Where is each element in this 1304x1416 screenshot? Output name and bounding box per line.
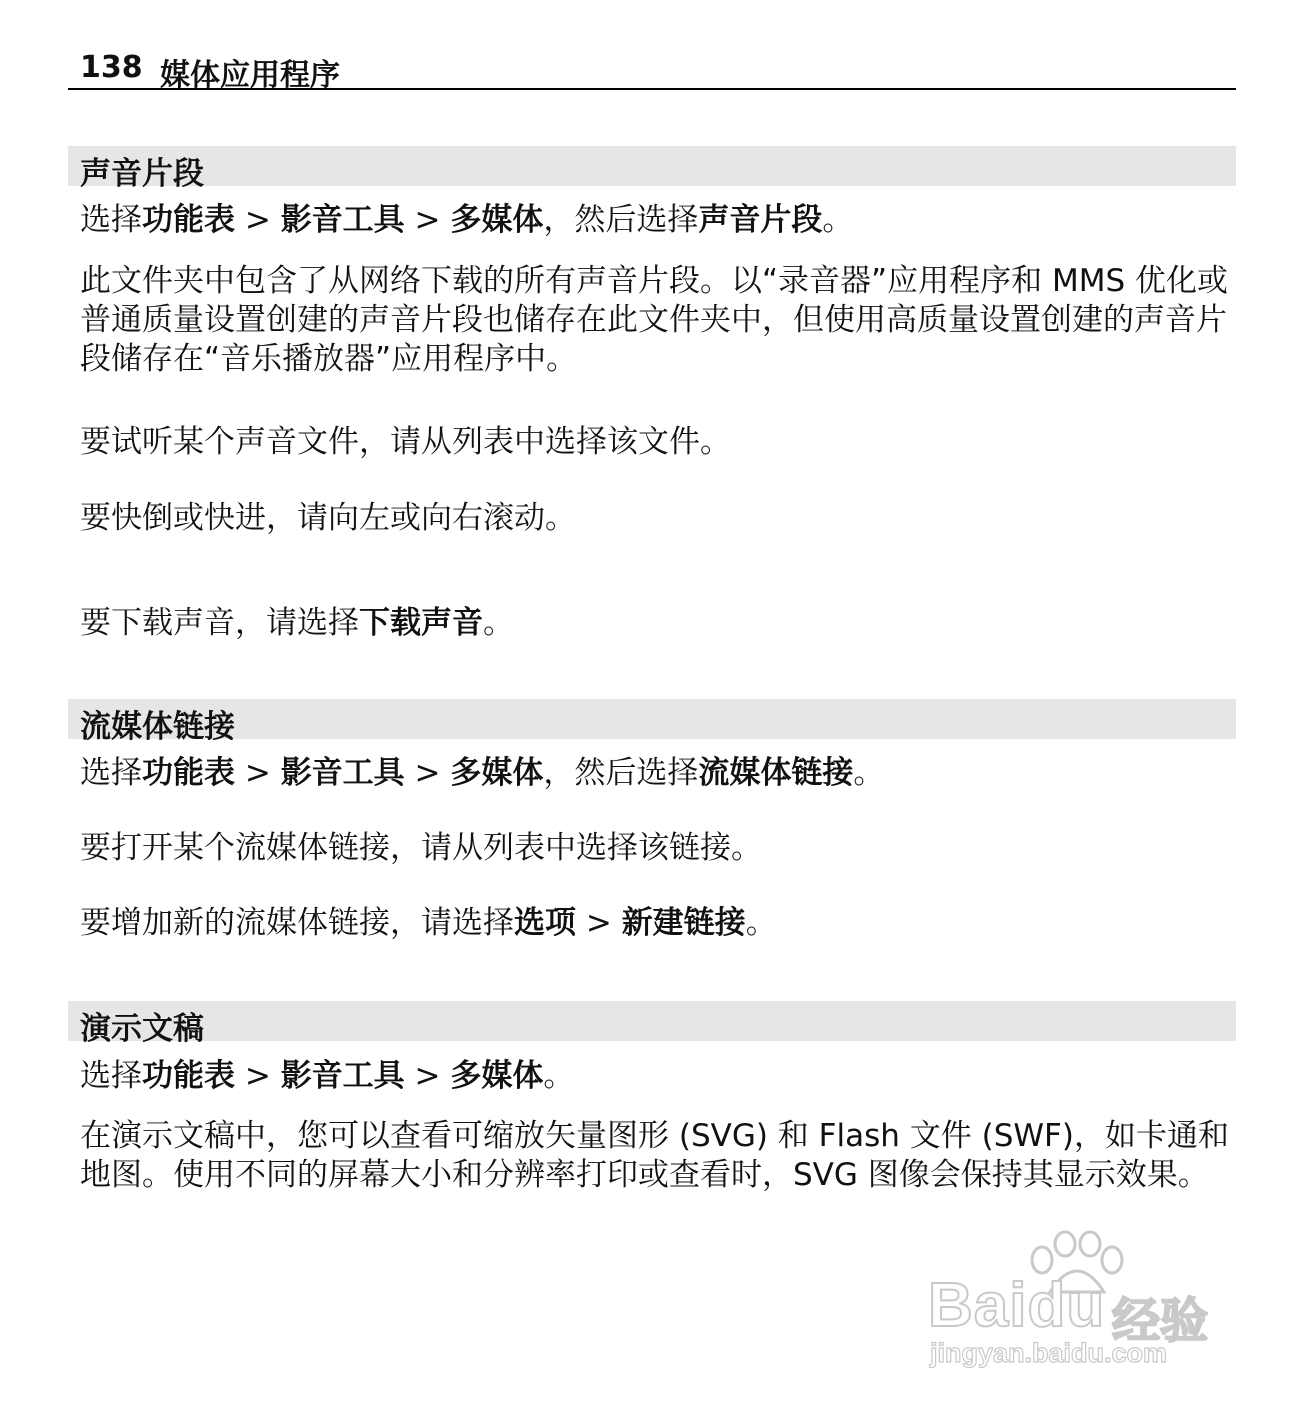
page-header (68, 46, 1236, 93)
nav-item: 影音工具 (280, 202, 405, 238)
download-instruction (80, 597, 514, 642)
nav-item: 影音工具 (280, 1058, 405, 1094)
chapter-title: 媒体应用程序 (160, 58, 340, 93)
paragraph: 此文件夹中包含了从网络下载的所有声音片段。以“录音器”应用程序和 MMS 优化或普通质量设置创建的声音片段也储存在此文件夹中，但使用高质量设置创建的声音片段储存在“音乐播放器”应用程序中。 (80, 263, 1228, 377)
nav-text: 选择 (80, 202, 142, 238)
section-title: 声音片段 (80, 156, 204, 192)
nav-item: 多媒体 (450, 755, 544, 791)
jingyan-logo-text: 经验 (1112, 1293, 1209, 1349)
page-number: 138 (80, 50, 143, 85)
baidu-jingyan-watermark (920, 1230, 1230, 1370)
section-heading-presentations (68, 1001, 1236, 1047)
nav-text: 。 (543, 1058, 575, 1094)
nav-menu: 功能表 (142, 202, 235, 238)
instruction-text: 。 (483, 605, 514, 641)
section-title: 流媒体链接 (80, 709, 235, 745)
section-heading-streaming-links (68, 699, 1236, 745)
paragraph: 要试听某个声音文件，请从列表中选择该文件。 (80, 424, 731, 460)
section-title: 演示文稿 (80, 1011, 204, 1047)
nav-target: 声音片段 (698, 202, 823, 238)
nav-separator: > (404, 1058, 451, 1094)
nav-text: 。 (822, 202, 854, 238)
nav-path-streaming-links (80, 747, 884, 792)
nav-text: 选择 (80, 755, 142, 791)
nav-separator: > (235, 202, 281, 238)
paragraph: 在演示文稿中，您可以查看可缩放矢量图形 (SVG) 和 Flash 文件 (SWF)，如卡通和地图。使用不同的屏幕大小和分辨率打印或查看时，SVG 图像会保持其显示效果。 (80, 1118, 1229, 1193)
nav-text: ，然后选择 (543, 755, 699, 791)
nav-menu: 功能表 (142, 1058, 235, 1094)
nav-separator: > (235, 1058, 281, 1094)
nav-separator: > (235, 755, 281, 791)
nav-separator: > (404, 755, 451, 791)
nav-path-sound-clips (80, 194, 853, 239)
section-heading-sound-clips (68, 146, 1236, 192)
nav-text: ，然后选择 (543, 202, 699, 238)
nav-path-presentations (80, 1050, 574, 1095)
menu-option: 新建链接 (621, 905, 746, 941)
menu-option: 选项 (514, 905, 576, 941)
nav-text: 选择 (80, 1058, 142, 1094)
add-link-instruction (80, 897, 777, 942)
nav-item: 多媒体 (450, 1058, 544, 1094)
nav-separator: > (404, 202, 451, 238)
instruction-text: 要增加新的流媒体链接，请选择 (80, 905, 514, 941)
menu-option: 下载声音 (359, 605, 483, 641)
instruction-text: 要下载声音，请选择 (80, 605, 359, 641)
paragraph: 要快倒或快进，请向左或向右滚动。 (80, 500, 576, 536)
paragraph: 要打开某个流媒体链接，请从列表中选择该链接。 (80, 830, 762, 866)
nav-target: 流媒体链接 (698, 755, 854, 791)
nav-item: 多媒体 (450, 202, 544, 238)
nav-item: 影音工具 (280, 755, 405, 791)
watermark-url: jingyan.baidu.com (930, 1338, 1168, 1368)
instruction-text: 。 (745, 905, 777, 941)
nav-separator: > (576, 905, 622, 941)
nav-menu: 功能表 (142, 755, 235, 791)
nav-text: 。 (853, 755, 885, 791)
baidu-logo-text: Baidu (928, 1271, 1106, 1340)
